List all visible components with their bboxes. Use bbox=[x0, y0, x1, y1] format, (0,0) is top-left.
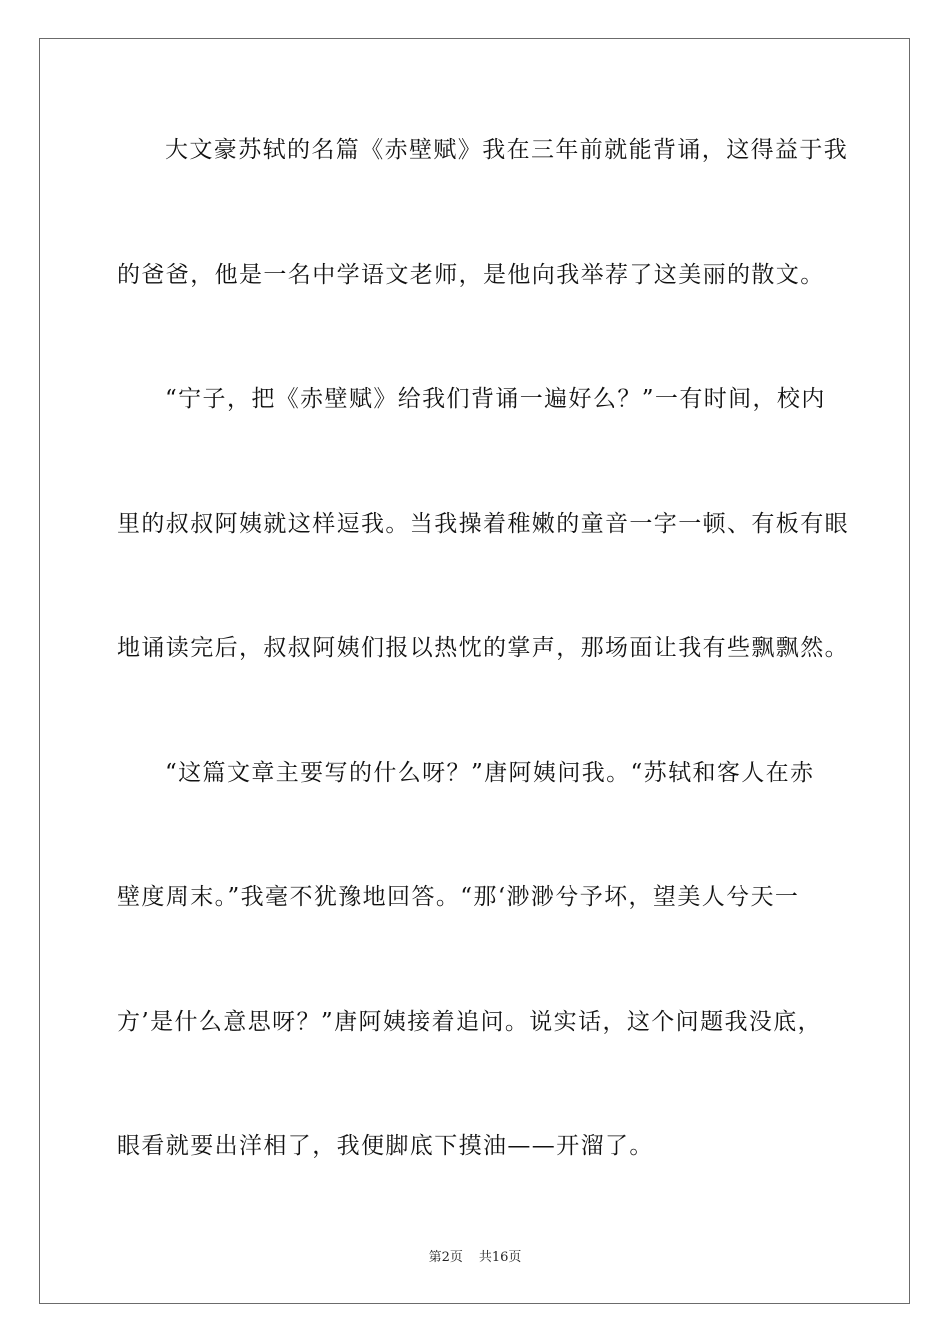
text-line: 里的叔叔阿姨就这样逗我。当我操着稚嫩的童音一字一顿、有板有眼 bbox=[117, 510, 849, 537]
document-body bbox=[117, 128, 849, 1249]
page-total: 共16页 bbox=[478, 1250, 522, 1265]
text-line: 地诵读完后，叔叔阿姨们报以热忱的掌声，那场面让我有些飘飘然。 bbox=[117, 635, 849, 661]
text-line: “宁子，把《赤壁赋》给我们背诵一遍好么？”一有时间，校内 bbox=[165, 386, 826, 412]
text-line: 方’是什么意思呀？”唐阿姨接着追问。说实话，这个问题我没底， bbox=[117, 1008, 823, 1035]
text-line: 眼看就要出洋相了，我便脚底下摸油——开溜了。 bbox=[117, 1133, 654, 1159]
page-number: 第2页 bbox=[428, 1250, 463, 1265]
text-line: 大文豪苏轼的名篇《赤壁赋》我在三年前就能背诵，这得益于我 bbox=[165, 137, 849, 163]
text-line: 的爸爸，他是一名中学语文老师，是他向我举荐了这美丽的散文。 bbox=[117, 261, 825, 288]
page-footer bbox=[0, 1246, 950, 1265]
text-line: “这篇文章主要写的什么呀？”唐阿姨问我。“苏轼和客人在赤 bbox=[165, 759, 815, 786]
text-line: 壁度周末。”我毫不犹豫地回答。“那‘渺渺兮予坏，望美人兮天一 bbox=[117, 884, 800, 910]
